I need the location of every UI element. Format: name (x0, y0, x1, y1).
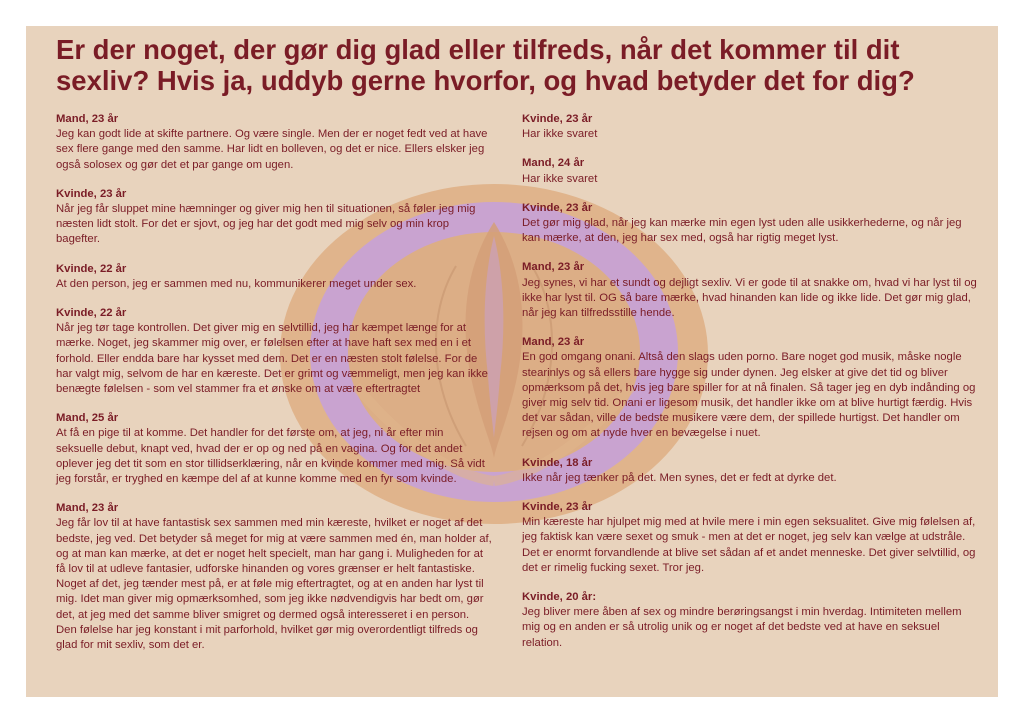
respondent-label: Mand, 23 år (56, 502, 119, 515)
response-entry (56, 187, 492, 248)
response-entry (56, 262, 492, 292)
response-text: At den person, jeg er sammen med nu, kommunikerer meget under sex. (56, 277, 417, 290)
respondent-label: Kvinde, 23 år (522, 501, 593, 514)
response-text: Jeg bliver mere åben af sex og mindre berøringsangst i min hverdag. Intimiteten mellem mig og en anden er så utrolig unik og er noget af det bedste ved at have en seksuel relation. (522, 606, 962, 649)
response-text: Når jeg tør tage kontrollen. Det giver mig en selvtillid, jeg har kæmpet længe for at mærke. Noget, jeg skammer mig over, er følelsen efter at have haft sex med en i et forhold. Eller endda bare har kysset med dem. Det er en næsten stolt følelse. For de har valgt mig, selvom de har en kæreste. Det er grimt og væmmeligt, men jeg kan ikke benægte følelsen - som vel stammer fra et ønske om at være eftertragtet (56, 322, 488, 396)
page (26, 26, 998, 697)
response-entry (56, 501, 492, 653)
respondent-label: Mand, 23 år (522, 261, 585, 274)
response-text: At få en pige til at komme. Det handler for det første om, at jeg, ni år efter min seksuelle debut, knapt ved, hvad der er op og ned på en vagina. Og for det andet oplever jeg det tit som en stor tillidserklæring, når en kvinde kommer med mig. Så vidt jeg forstår, er tryghed en kæmpe del af at kunne komme med en fyr som kvinde. (56, 427, 485, 486)
response-text: Ikke når jeg tænker på det. Men synes, det er fedt at dyrke det. (522, 471, 837, 484)
respondent-label: Kvinde, 22 år (56, 307, 127, 320)
respondent-label: Kvinde, 23 år (522, 201, 593, 214)
response-entry (522, 156, 982, 186)
respondent-label: Kvinde, 22 år (56, 262, 127, 275)
respondent-label: Kvinde, 23 år (522, 113, 593, 125)
page-title: Er der noget, der gør dig glad eller tilfreds, når det kommer til dit sexliv? Hvis ja, uddyb gerne hvorfor, og hvad betyder det for dig? (56, 34, 915, 96)
response-entry (522, 335, 982, 441)
right-column (522, 112, 982, 665)
response-entry (522, 112, 982, 142)
response-entry (522, 201, 982, 247)
response-entry (56, 411, 492, 487)
response-text: Det gør mig glad, når jeg kan mærke min egen lyst uden alle usikkerhederne, og når jeg kan mærke, at den, jeg har sex med, også har rigtig meget lyst. (522, 217, 962, 245)
response-text: Har ikke svaret (522, 128, 598, 141)
left-column (56, 112, 492, 667)
response-entry (522, 590, 982, 651)
response-text: Jeg synes, vi har et sundt og dejligt sexliv. Vi er gode til at snakke om, hvad vi har lyst til og ikke har lyst til. OG så bare mærke, hvad hinanden kan lide og ikke lide. Det gør mig glad, når jeg kan tilfredsstille hende. (522, 276, 977, 320)
response-text: En god omgang onani. Altså den slags uden porno. Bare noget god musik, måske nogle stearinlys og så ellers bare hygge sig under dynen. Jeg elsker at give det tid og bliver opmærksom på det, hvis jeg bare spiller for at nå finalen. Så tager jeg en dyb indånding og giver mig selv tid. Onani er ligesom musik, det handler ikke om at blive hurtigt færdig. Hvis det var sådan, ville de bedste musikere være dem, der spillede hurtigst. Det handler om rejsen og om at nyde hver en bevægelse i nuet. (522, 351, 976, 440)
response-text: Har ikke svaret (522, 172, 598, 185)
response-entry (56, 306, 492, 397)
respondent-label: Kvinde, 20 år: (522, 591, 597, 604)
respondent-label: Kvinde, 18 år (522, 456, 593, 469)
respondent-label: Mand, 24 år (522, 157, 585, 170)
response-text: Jeg får lov til at have fantastisk sex sammen med min kæreste, hvilket er noget af det bedste, jeg ved. Det betyder så meget for mig at være sammen med én, man holder af, og at man kan mærke, at det er noget helt specielt, man har gang i. Muligheden for at få lov til at udleve fantasier, udforske hinanden og vores grænser er helt fantastiske. Noget af det, jeg tænder mest på, er at føle mig eftertragtet, og at en anden har lyst til mig. Idet man giver mig opmærksomhed, som jeg ikke nødvendigvis har bedt om, gør det, at jeg med det samme bliver smigret og dermed også interesseret i en person. Den følelse har jeg konstant i mit parforhold, hvilket gør mig overordentligt tilfreds og glad for mit sexliv, som det er. (56, 517, 492, 652)
respondent-label: Mand, 23 år (522, 336, 585, 349)
respondent-label: Mand, 25 år (56, 412, 119, 425)
response-entry (522, 456, 982, 486)
response-text: Når jeg får sluppet mine hæmninger og giver mig hen til situationen, så føler jeg mig næsten lidt stolt. For det er sjovt, og jeg har det godt med mig selv og min krop bagefter. (56, 203, 476, 246)
response-text: Min kæreste har hjulpet mig med at hvile mere i min egen seksualitet. Give mig følelsen af, jeg faktisk kan være sexet og smuk - men at det er noget, jeg selv kan vælge at udstråle. Det er enormt forvandlende at blive set sådan af et andet menneske. Det giver selvtillid, og det er rimelig fucking sexet. Tror jeg. (522, 516, 976, 574)
respondent-label: Kvinde, 23 år (56, 187, 127, 200)
response-entry (522, 260, 982, 321)
response-entry (56, 112, 492, 173)
response-entry (522, 500, 982, 576)
response-text: Jeg kan godt lide at skifte partnere. Og være single. Men der er noget fedt ved at have sex flere gange med den samme. Har lidt en bolleven, og det er nice. Ellers elsker jeg også solosex og gør det et par gange om ugen. (56, 128, 488, 171)
respondent-label: Mand, 23 år (56, 113, 119, 125)
